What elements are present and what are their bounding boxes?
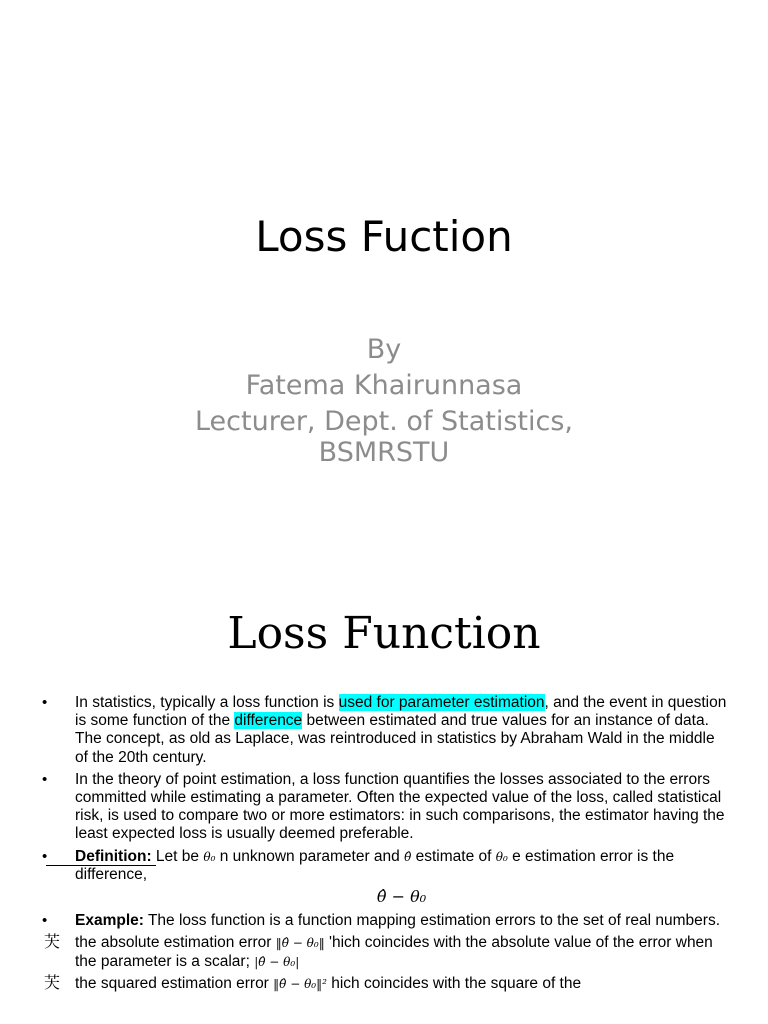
slide-title: Loss Fuction xyxy=(255,212,513,261)
math-symbol: θ̂ xyxy=(404,849,412,864)
bullet-item xyxy=(0,848,768,907)
bullet-text: In statistics, typically a loss function is xyxy=(75,694,339,711)
bullet-text: between estimated and true values for an instance of data. The concept, as old as Laplace, was reintroduced in statistics by Abraham Wald in the middle of the 20th century. xyxy=(75,712,715,766)
subtitle-author: Fatema Khairunnasa xyxy=(245,370,523,401)
bullet-marker: • xyxy=(42,770,48,788)
math-symbol: θ₀ xyxy=(203,849,216,864)
bullet-text: n unknown parameter and xyxy=(215,847,405,865)
bullet-text: Let be xyxy=(151,847,204,865)
content-slide xyxy=(0,576,768,1024)
slide-body xyxy=(0,694,768,997)
math-symbol: ‖θ̂ − θ₀‖ xyxy=(275,936,325,951)
bullet-text: the squared estimation error xyxy=(75,974,274,992)
bullet-marker: • xyxy=(42,847,48,865)
example-label: Example: xyxy=(75,912,144,930)
slide-subtitle xyxy=(0,332,768,466)
bullet-text: hich coincides with the square of the xyxy=(326,974,582,992)
bullet-marker: • xyxy=(42,694,48,711)
bullet-text: , and the event in question is some function of the xyxy=(75,694,727,730)
formula: θ̂ − θ₀ xyxy=(376,887,427,907)
subtitle-institution: BSMRSTU xyxy=(318,437,450,468)
highlight-text: difference xyxy=(234,712,303,730)
highlight-text: used for parameter estimation xyxy=(338,694,545,711)
bullet-text: the absolute estimation error xyxy=(75,934,276,952)
math-symbol: |θ̂ − θ₀| xyxy=(254,954,300,969)
sub-bullet-marker: 芖 xyxy=(44,974,61,992)
sub-bullet-item xyxy=(0,975,768,993)
bullet-text: estimate of xyxy=(411,847,496,865)
bullet-item xyxy=(0,694,768,767)
underline-decoration xyxy=(46,865,156,866)
sub-bullet-item xyxy=(0,934,768,970)
definition-label: Definition: xyxy=(75,847,152,865)
subtitle-role: Lecturer, Dept. of Statistics, xyxy=(194,406,573,437)
slide-title: Loss Function xyxy=(227,608,541,659)
bullet-text: 'hich coincides with the absolute value of the error when the parameter is a scalar; xyxy=(75,934,713,970)
bullet-item xyxy=(0,771,768,844)
bullet-text: In the theory of point estimation, a loss function quantifies the losses associated to the errors committed while estimating a parameter. Often the expected value of the loss, called statistical risk, is used to compare two or more estimators: in such comparisons, the estimator having the least expected loss is usually deemed preferable. xyxy=(75,770,725,843)
bullet-marker: • xyxy=(42,912,48,930)
bullet-text: e estimation error is the difference, xyxy=(75,847,675,883)
subtitle-by: By xyxy=(366,334,402,365)
sub-bullet-marker: 芖 xyxy=(44,934,61,952)
bullet-item xyxy=(0,912,768,930)
math-symbol: θ₀ xyxy=(495,849,508,864)
math-symbol: ‖θ̂ − θ₀‖² xyxy=(273,976,327,991)
bullet-text: The loss function is a function mapping estimation errors to the set of real numbers. xyxy=(143,912,721,930)
